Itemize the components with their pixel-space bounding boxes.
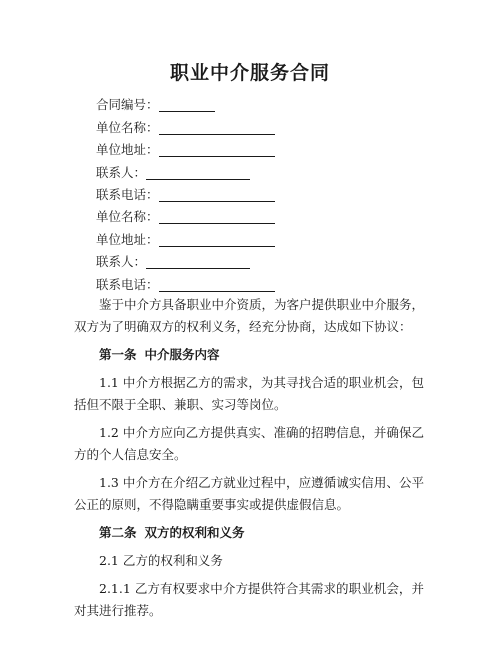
field-label: 单位地址： — [96, 142, 159, 158]
party-info-fields — [96, 92, 416, 294]
field-label: 联系人： — [96, 164, 147, 180]
field-label: 单位名称： — [96, 209, 159, 225]
party-a-phone-field — [96, 182, 416, 204]
article-number: 第二条 — [99, 525, 137, 540]
clause-1-1: 1.1 中介方根据乙方的需求，为其寻找合适的职业机会，包括但不限于全职、兼职、实习等岗位。 — [74, 375, 424, 412]
field-label: 合同编号： — [96, 97, 159, 113]
field-label: 联系电话： — [96, 276, 159, 292]
fill-in-blank — [159, 120, 275, 135]
field-label: 联系电话： — [96, 186, 159, 202]
field-label: 单位名称： — [96, 119, 159, 135]
fill-in-blank — [159, 232, 275, 247]
article-1-heading — [74, 344, 424, 366]
clause-1-2: 1.2 中介方应向乙方提供真实、准确的招聘信息，并确保乙方的个人信息安全。 — [74, 425, 424, 462]
article-2-heading — [74, 522, 424, 544]
party-a-address-field — [96, 137, 416, 159]
party-b-address-field — [96, 226, 416, 248]
contract-body — [74, 294, 424, 628]
fill-in-blank — [159, 97, 215, 112]
fill-in-blank — [146, 165, 250, 180]
article-title: 双方的权利和义务 — [144, 525, 245, 540]
clause-2-1-1: 2.1.1 乙方有权要求中介方提供符合其需求的职业机会，并对其进行推荐。 — [74, 581, 424, 618]
field-label: 联系人： — [96, 254, 147, 270]
fill-in-blank — [159, 209, 275, 224]
fill-in-blank — [159, 187, 275, 202]
field-label: 单位地址： — [96, 231, 159, 247]
clause-1-3: 1.3 中介方在介绍乙方就业过程中，应遵循诚实信用、公平公正的原则，不得隐瞒重要事实或提供虚假信息。 — [74, 475, 424, 512]
document-title: 职业中介服务合同 — [169, 62, 330, 84]
fill-in-blank — [146, 254, 250, 269]
clause-2-1: 2.1 乙方的权利和义务 — [99, 553, 223, 568]
fill-in-blank — [159, 142, 275, 157]
article-title: 中介服务内容 — [144, 347, 220, 362]
party-b-phone-field — [96, 271, 416, 293]
contract-number-field — [96, 92, 416, 114]
intro-paragraph: 鉴于中介方具备职业中介资质，为客户提供职业中介服务，双方为了明确双方的权利义务，经充分协商，达成如下协议： — [74, 297, 425, 334]
party-a-name-field — [96, 114, 416, 136]
party-b-contact-field — [96, 249, 416, 271]
fill-in-blank — [159, 277, 275, 292]
article-number: 第一条 — [99, 347, 137, 362]
party-a-contact-field — [96, 159, 416, 181]
party-b-name-field — [96, 204, 416, 226]
